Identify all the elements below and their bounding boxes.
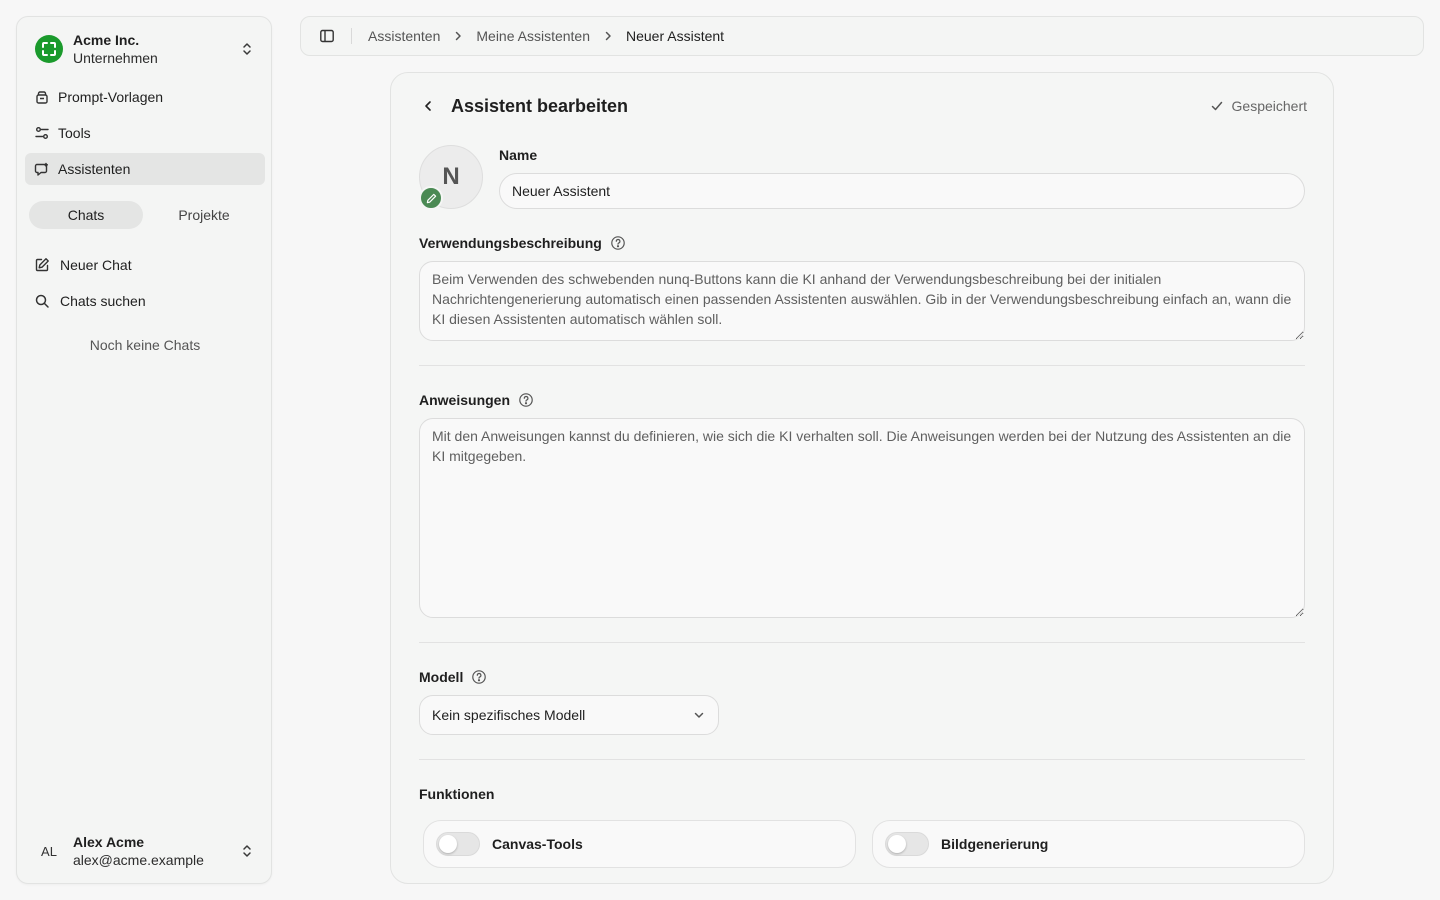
instructions-label-row [419, 392, 534, 408]
instructions-textarea[interactable] [419, 418, 1305, 618]
functions-label: Funktionen [419, 786, 495, 802]
sidebar-item-tools[interactable] [25, 117, 265, 149]
new-chat-button[interactable] [25, 249, 265, 281]
template-icon [34, 89, 50, 105]
sidebar-item-label: Tools [58, 125, 91, 141]
model-label-row [419, 669, 487, 685]
divider [419, 365, 1305, 366]
avatar: AL [41, 843, 57, 859]
status-badge [1210, 98, 1307, 114]
usage-label-row [419, 235, 626, 251]
feature-label: Bildgenerierung [941, 836, 1049, 852]
divider [351, 28, 352, 44]
chevrons-up-down-icon [239, 41, 255, 57]
edit-icon [34, 257, 50, 273]
feature-canvas-tools [423, 820, 856, 868]
search-chats-button[interactable] [25, 285, 265, 317]
breadcrumb [368, 28, 724, 44]
divider [419, 759, 1305, 760]
help-icon[interactable] [610, 235, 626, 251]
assistant-avatar[interactable] [419, 145, 483, 209]
chevron-down-icon [692, 708, 706, 722]
canvas-tools-toggle[interactable] [436, 832, 480, 856]
back-button[interactable] [419, 97, 437, 115]
search-icon [34, 293, 50, 309]
tab-projekte[interactable]: Projekte [178, 207, 230, 223]
chevron-right-icon [601, 29, 615, 43]
sidebar-item-assistenten[interactable] [25, 153, 265, 185]
user-menu[interactable] [25, 827, 265, 875]
model-select[interactable] [419, 695, 719, 735]
org-name: Acme Inc. [73, 32, 140, 48]
top-bar [300, 16, 1424, 56]
sidebar-item-prompt-vorlagen[interactable] [25, 81, 265, 113]
check-icon [1210, 99, 1224, 113]
empty-chats-text: Noch keine Chats [89, 337, 201, 353]
sidebar-toggle-icon[interactable] [317, 26, 337, 46]
usage-textarea[interactable] [419, 261, 1305, 341]
pencil-icon[interactable] [419, 186, 443, 210]
model-select-value: Kein spezifisches Modell [432, 707, 586, 723]
sidebar [16, 16, 272, 884]
assistant-editor [390, 72, 1334, 884]
chats-projects-switch [29, 201, 261, 229]
model-label: Modell [419, 669, 464, 685]
feature-label: Canvas-Tools [492, 836, 583, 852]
sidebar-nav [25, 81, 265, 189]
chat-actions [25, 249, 265, 321]
help-icon[interactable] [471, 669, 487, 685]
breadcrumb-current: Neuer Assistent [626, 28, 725, 44]
new-chat-label: Neuer Chat [60, 257, 132, 273]
org-logo [35, 35, 63, 63]
sidebar-item-label: Prompt-Vorlagen [58, 89, 164, 105]
status-text: Gespeichert [1231, 98, 1307, 114]
sidebar-item-label: Assistenten [58, 161, 131, 177]
divider [419, 642, 1305, 643]
chevrons-up-down-icon [239, 843, 255, 859]
page-title: Assistent bearbeiten [451, 95, 629, 116]
org-switcher[interactable] [25, 25, 265, 73]
org-subtitle: Unternehmen [73, 50, 158, 66]
search-chats-label: Chats suchen [60, 293, 146, 309]
chevron-right-icon [451, 29, 465, 43]
feature-bildgenerierung [872, 820, 1305, 868]
user-name: Alex Acme [73, 834, 145, 850]
image-generation-toggle[interactable] [885, 832, 929, 856]
breadcrumb-meine-assistenten[interactable]: Meine Assistenten [476, 28, 590, 44]
user-email: alex@acme.example [73, 852, 204, 868]
breadcrumb-assistenten[interactable]: Assistenten [368, 28, 441, 44]
avatar-letter: N [442, 163, 460, 190]
help-icon[interactable] [518, 392, 534, 408]
name-input[interactable] [499, 173, 1305, 209]
tools-icon [34, 125, 50, 141]
name-label: Name [499, 147, 538, 163]
editor-header [419, 93, 1307, 119]
instructions-label: Anweisungen [419, 392, 511, 408]
tab-chats[interactable]: Chats [29, 201, 143, 229]
assistant-icon [34, 161, 50, 177]
usage-label: Verwendungsbeschreibung [419, 235, 602, 251]
